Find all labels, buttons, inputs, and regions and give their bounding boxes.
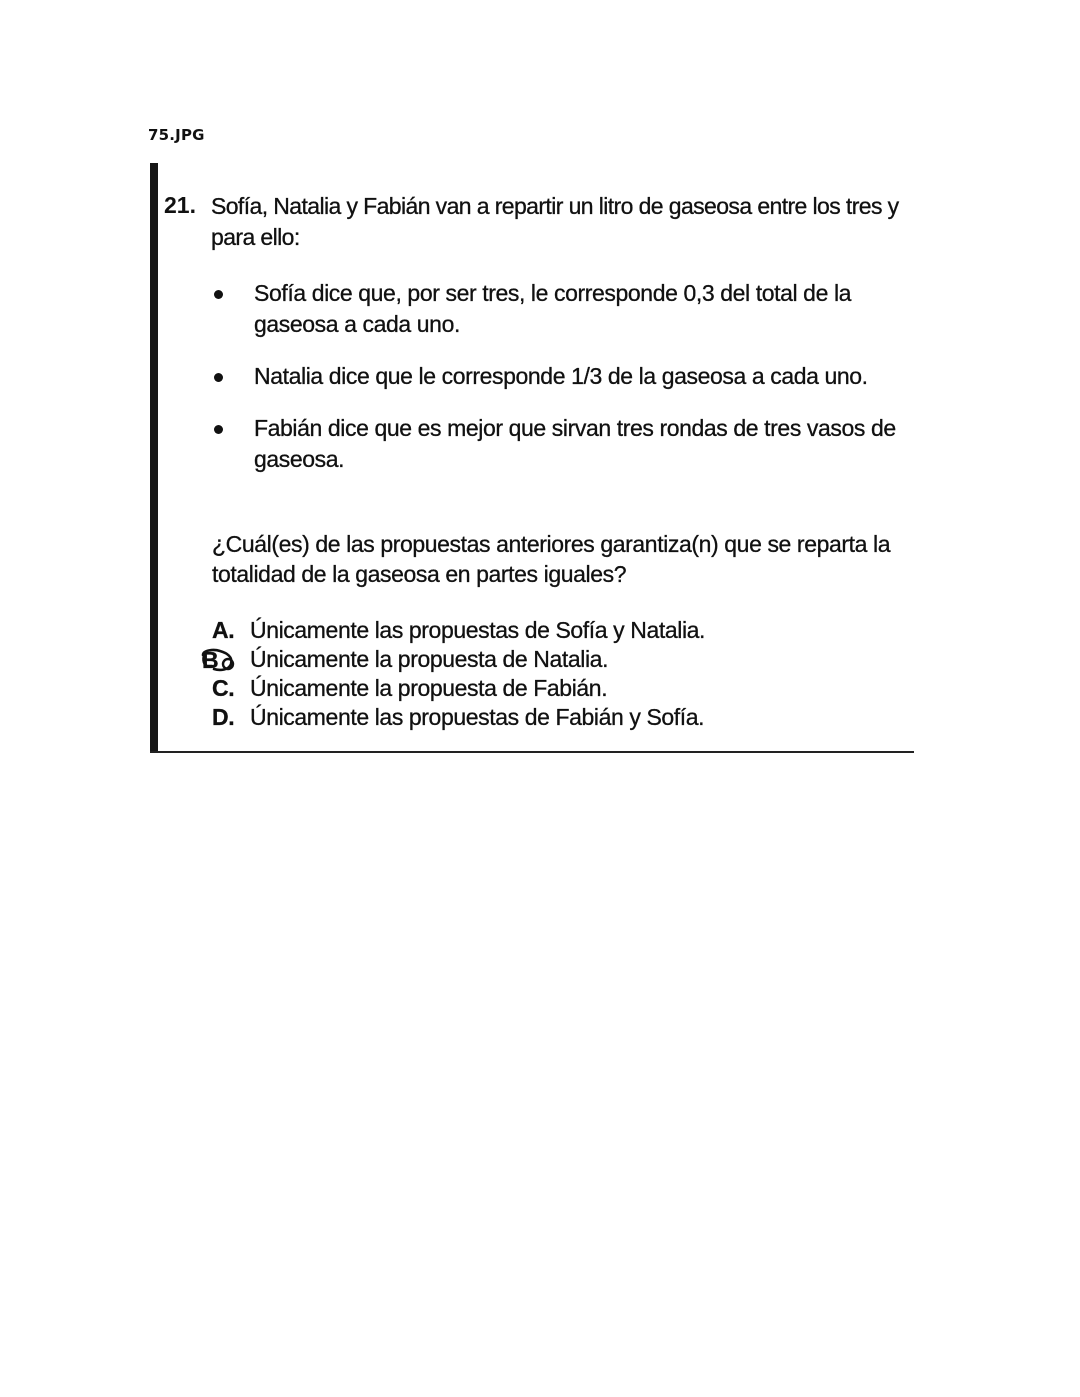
option-text: Únicamente las propuestas de Sofía y Natalia.: [250, 617, 706, 643]
bottom-border-line: [150, 751, 914, 753]
option-text: Únicamente las propuestas de Fabián y Sofía.: [250, 704, 705, 730]
proposal-item-natalia: [208, 361, 898, 392]
option-letter: A.: [212, 617, 235, 643]
proposal-text: Fabián dice que es mejor que sirvan tres rondas de tres vasos de gaseosa.: [254, 415, 896, 472]
question-stem: Sofía, Natalia y Fabián van a repartir un litro de gaseosa entre los tres y para ello:: [211, 193, 899, 250]
answer-option-d[interactable]: [210, 703, 850, 732]
proposal-text: Natalia dice que le corresponde 1/3 de la gaseosa a cada uno.: [254, 363, 868, 389]
hand-drawn-circle-mark-icon: [200, 647, 236, 673]
left-border-bar: [150, 163, 158, 753]
answer-option-a[interactable]: [210, 616, 850, 645]
proposal-list: [208, 278, 898, 496]
bullet-icon: [214, 373, 223, 382]
answer-option-c[interactable]: [210, 674, 850, 703]
proposal-item-fabian: [208, 413, 898, 475]
option-letter: D.: [212, 704, 235, 730]
option-text: Únicamente la propuesta de Fabián.: [250, 675, 608, 701]
bullet-icon: [214, 425, 223, 434]
bullet-icon: [214, 290, 223, 299]
proposal-item-sofia: [208, 278, 898, 340]
file-label: 75.JPG: [148, 126, 205, 144]
question-prompt: ¿Cuál(es) de las propuestas anteriores garantiza(n) que se reparta la totalidad de la gaseosa en partes iguales?: [212, 531, 891, 587]
answer-options: [202, 616, 850, 732]
question-number: 21.: [164, 192, 196, 218]
option-letter: C.: [212, 675, 235, 701]
answer-option-b[interactable]: [202, 645, 850, 674]
option-text: Únicamente la propuesta de Natalia.: [250, 646, 609, 672]
option-letter: B: [202, 647, 219, 673]
proposal-text: Sofía dice que, por ser tres, le corresponde 0,3 del total de la gaseosa a cada uno.: [254, 280, 852, 337]
scanned-question-image: [150, 163, 914, 753]
